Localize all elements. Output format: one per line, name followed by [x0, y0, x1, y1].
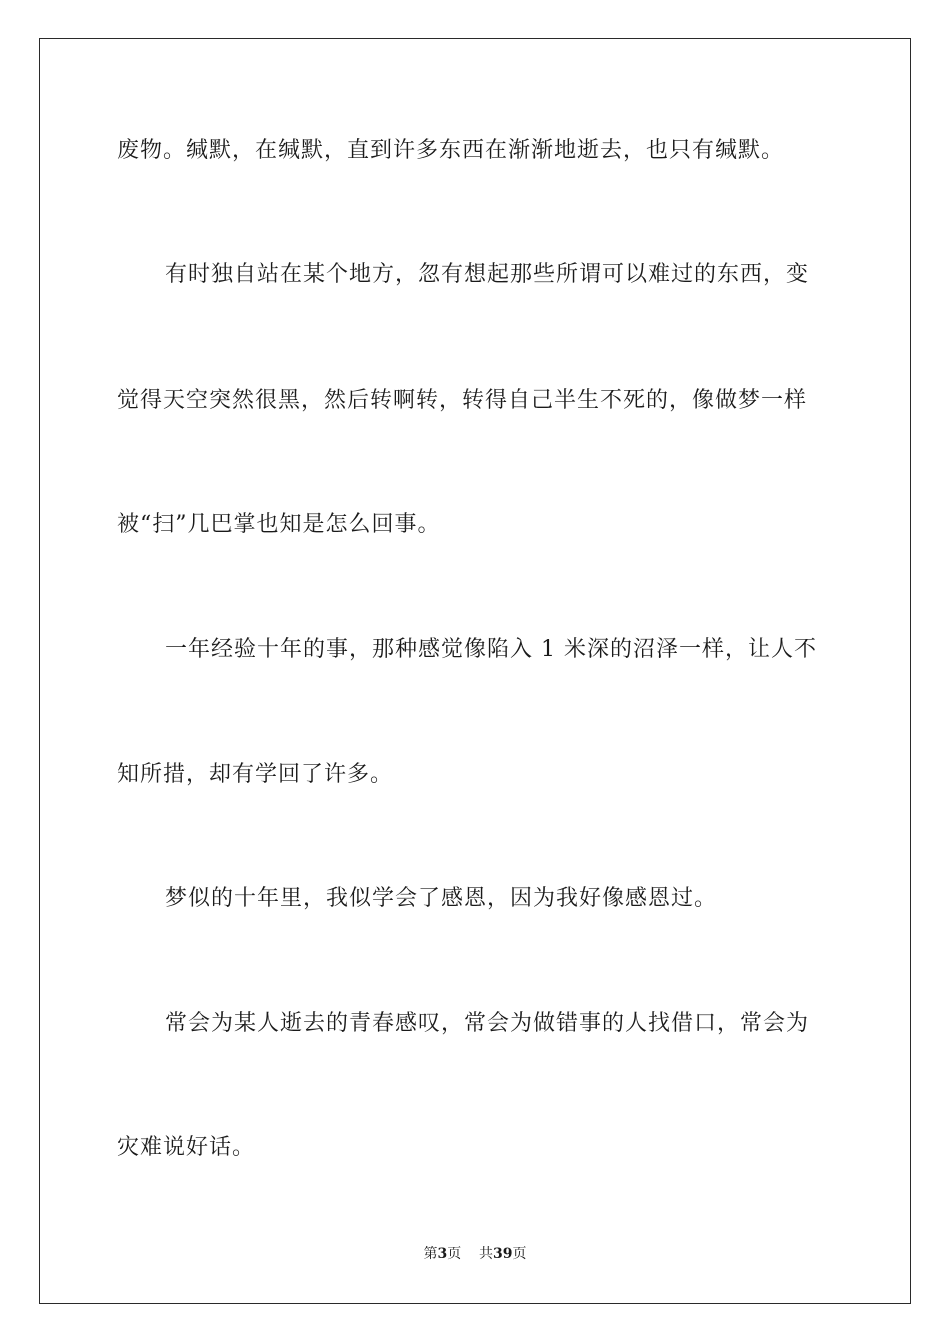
page-border [39, 38, 911, 1304]
footer-middle: 页 共 [447, 1246, 494, 1262]
footer-suffix: 页 [512, 1246, 527, 1262]
footer-prefix: 第 [423, 1246, 438, 1262]
paragraph-line: 觉得天空突然很黑，然后转啊转，转得自己半生不死的，像做梦一样 [117, 388, 808, 413]
paragraph-line: 有时独自站在某个地方，忽有想起那些所谓可以难过的东西，变 [165, 262, 810, 287]
total-pages-number: 39 [493, 1246, 513, 1262]
paragraph-line: 灾难说好话。 [117, 1135, 256, 1160]
paragraph-line: 废物。缄默，在缄默，直到许多东西在渐渐地逝去，也只有缄默。 [117, 138, 785, 163]
paragraph-line: 常会为某人逝去的青春感叹，常会为做错事的人找借口，常会为 [165, 1011, 810, 1036]
paragraph-line: 被“扫”几巴掌也知是怎么回事。 [117, 512, 441, 537]
paragraph-line: 一年经验十年的事，那种感觉像陷入 1 米深的沼泽一样，让人不 [165, 637, 817, 662]
paragraph-line: 梦似的十年里，我似学会了感恩，因为我好像感恩过。 [165, 886, 718, 911]
page-footer [0, 1244, 950, 1264]
current-page-number: 3 [437, 1246, 448, 1262]
paragraph-line: 知所措，却有学回了许多。 [117, 762, 394, 787]
